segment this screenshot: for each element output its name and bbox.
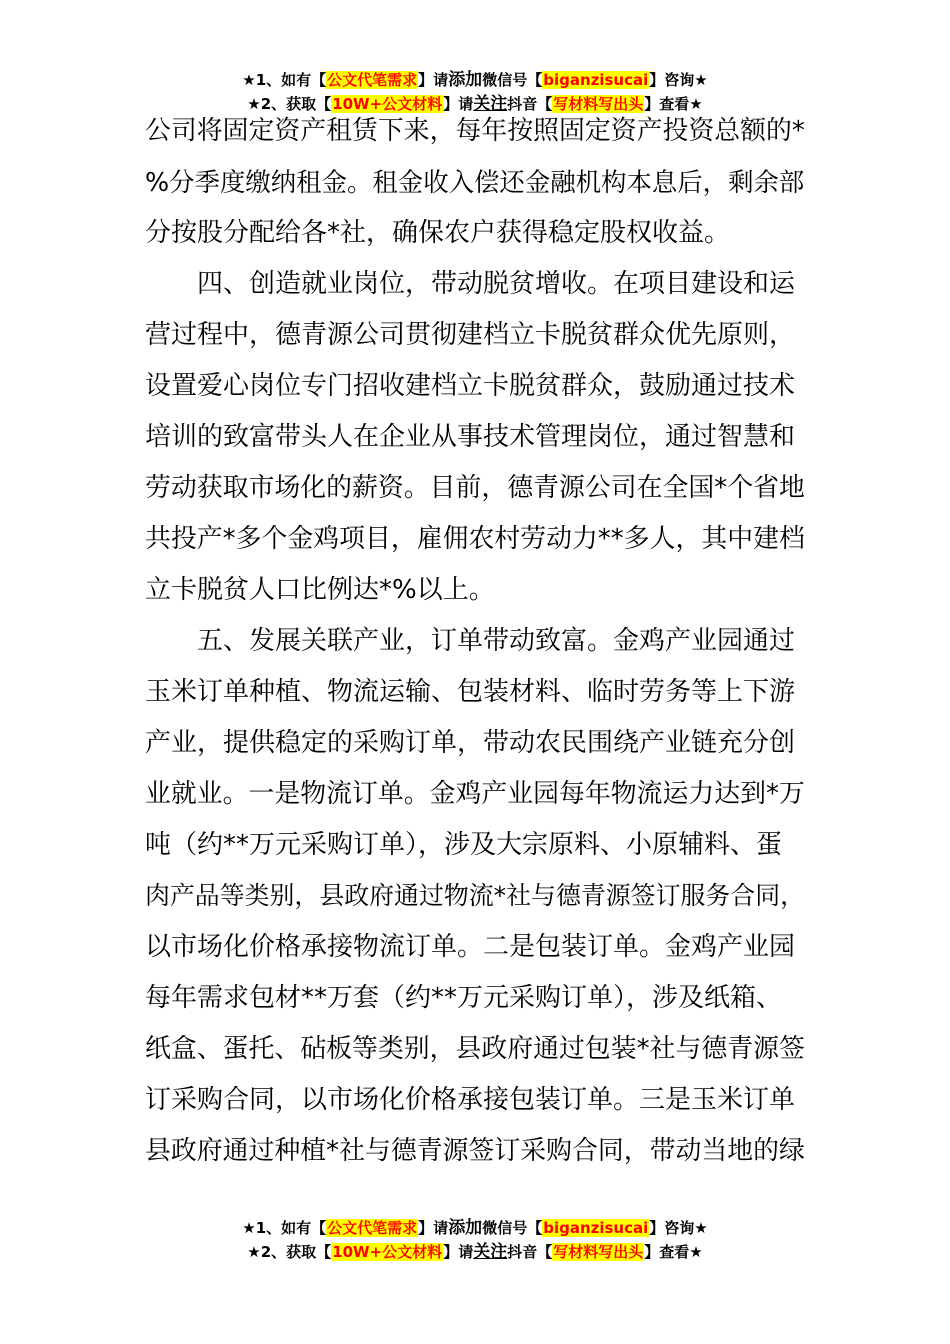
body-line: 四、创造就业岗位，带动脱贫增收。在项目建设和运 — [145, 269, 796, 299]
body-line: 每年需求包材**万套（约**万元采购订单），涉及纸箱、 — [145, 983, 783, 1013]
notice-text: 微信号【 — [482, 71, 543, 89]
body-line: 纸盒、蛋托、砧板等类别，县政府通过包装*社与德青源签 — [145, 1034, 805, 1064]
body-line: 吨（约**万元采购订单），涉及大宗原料、小原辅料、蛋 — [145, 830, 783, 860]
body-line: 设置爱心岗位专门招收建档立卡脱贫群众，鼓励通过技术 — [145, 371, 796, 401]
header-notice — [0, 68, 950, 116]
notice-text: ★2、获取【 — [247, 1243, 332, 1261]
notice-text: 】请 — [418, 1219, 449, 1237]
notice-text: 】咨询★ — [649, 1219, 708, 1237]
notice-line-2 — [0, 92, 950, 116]
notice-line-1 — [0, 68, 950, 92]
notice-highlight: biganzisucai — [543, 1219, 649, 1237]
body-line: 共投产*多个金鸡项目，雇佣农村劳动力**多人，其中建档 — [145, 524, 805, 554]
body-line: 五、发展关联产业，订单带动致富。金鸡产业园通过 — [145, 626, 796, 656]
notice-text: 抖音【 — [507, 95, 553, 113]
body-line: 业就业。一是物流订单。金鸡产业园每年物流运力达到*万 — [145, 779, 805, 809]
footer-notice — [0, 1216, 950, 1264]
body-line: 以市场化价格承接物流订单。二是包装订单。金鸡产业园 — [145, 932, 796, 962]
notice-highlight: 公文代笔需求 — [327, 1219, 418, 1237]
notice-text: 微信号【 — [482, 1219, 543, 1237]
notice-text: ★1、如有【 — [242, 1219, 327, 1237]
body-line: 立卡脱贫人口比例达*%以上。 — [145, 575, 495, 605]
body-line: 产业，提供稳定的采购订单，带动农民围绕产业链充分创 — [145, 728, 796, 758]
body-line: 分按股分配给各*社，确保农户获得稳定股权收益。 — [145, 218, 731, 248]
body-line: 肉产品等类别，县政府通过物流*社与德青源签订服务合同， — [145, 881, 806, 910]
body-line: %分季度缴纳租金。租金收入偿还金融机构本息后，剩余部 — [145, 167, 805, 197]
notice-highlight: 公文代笔需求 — [327, 71, 418, 89]
notice-highlight: 写材料写出头 — [553, 1243, 644, 1261]
notice-text: 】请 — [443, 1243, 474, 1261]
notice-text: ★1、如有【 — [242, 71, 327, 89]
notice-line-1 — [0, 1216, 950, 1240]
notice-highlight: 10W+公文材料 — [332, 1243, 443, 1261]
notice-text: 】咨询★ — [649, 71, 708, 89]
notice-emphasis: 添加 — [448, 1218, 483, 1238]
body-line: 玉米订单种植、物流运输、包装材料、临时劳务等上下游 — [145, 677, 796, 707]
body-line: 订采购合同，以市场化价格承接包装订单。三是玉米订单 — [145, 1085, 796, 1115]
body-line: 营过程中，德青源公司贯彻建档立卡脱贫群众优先原则， — [145, 320, 796, 350]
notice-emphasis: 关注 — [473, 1242, 508, 1262]
notice-text: 】请 — [443, 95, 474, 113]
body-line: 劳动获取市场化的薪资。目前，德青源公司在全国*个省地 — [145, 473, 805, 503]
notice-highlight: 10W+公文材料 — [332, 95, 443, 113]
notice-text: ★2、获取【 — [247, 95, 332, 113]
notice-emphasis: 关注 — [473, 94, 508, 114]
notice-text: 】请 — [418, 71, 449, 89]
body-line: 县政府通过种植*社与德青源签订采购合同，带动当地的绿 — [145, 1136, 805, 1166]
notice-text: 】查看★ — [644, 95, 703, 113]
notice-highlight: biganzisucai — [543, 71, 649, 89]
body-line: 培训的致富带头人在企业从事技术管理岗位，通过智慧和 — [145, 422, 796, 452]
notice-line-2 — [0, 1240, 950, 1264]
notice-text: 抖音【 — [507, 1243, 553, 1261]
body-line: 公司将固定资产租赁下来，每年按照固定资产投资总额的* — [145, 116, 805, 146]
notice-highlight: 写材料写出头 — [553, 95, 644, 113]
notice-text: 】查看★ — [644, 1243, 703, 1261]
notice-emphasis: 添加 — [448, 70, 483, 90]
